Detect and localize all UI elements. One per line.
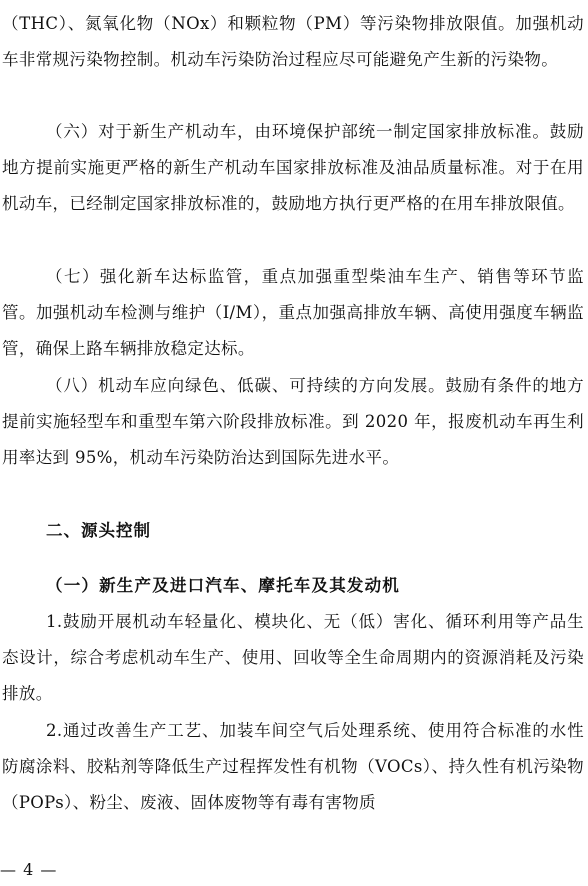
subsection-heading: （一）新生产及进口汽车、摩托车及其发动机 bbox=[46, 576, 400, 595]
section-heading: 二、源头控制 bbox=[46, 521, 151, 540]
page-number: — 4 — bbox=[0, 860, 58, 879]
body-paragraph: 2.通过改善生产工艺、加装车间空气后处理系统、使用符合标准的水性防腐涂料、胶粘剂等降低生产过程挥发性有机物（VOCs）、持久性有机污染物（POPs）、粉尘、废液、固体废物等有毒有害物质 bbox=[2, 721, 584, 813]
body-paragraph: （THC）、氮氧化物（NOx）和颗粒物（PM）等污染物排放限值。加强机动车非常规污染物控制。机动车污染防治过程应尽可能避免产生新的污染物。 bbox=[2, 14, 584, 70]
body-paragraph: （八）机动车应向绿色、低碳、可持续的方向发展。鼓励有条件的地方提前实施轻型车和重型车第六阶段排放标准。到 2020 年，报废机动车再生利用率达到 95%，机动车污染防治达到国际先进水平。 bbox=[2, 376, 584, 468]
body-paragraph: 1.鼓励开展机动车轻量化、模块化、无（低）害化、循环利用等产品生态设计，综合考虑机动车生产、使用、回收等全生命周期内的资源消耗及污染排放。 bbox=[2, 612, 584, 704]
body-paragraph: （六）对于新生产机动车，由环境保护部统一制定国家排放标准。鼓励地方提前实施更严格的新生产机动车国家排放标准及油品质量标准。对于在用机动车，已经制定国家排放标准的，鼓励地方执行更严格的在用车排放限值。 bbox=[2, 122, 584, 214]
body-paragraph: （七）强化新车达标监管，重点加强重型柴油车生产、销售等环节监管。加强机动车检测与维护（I/M），重点加强高排放车辆、高使用强度车辆监管，确保上路车辆排放稳定达标。 bbox=[2, 267, 584, 359]
